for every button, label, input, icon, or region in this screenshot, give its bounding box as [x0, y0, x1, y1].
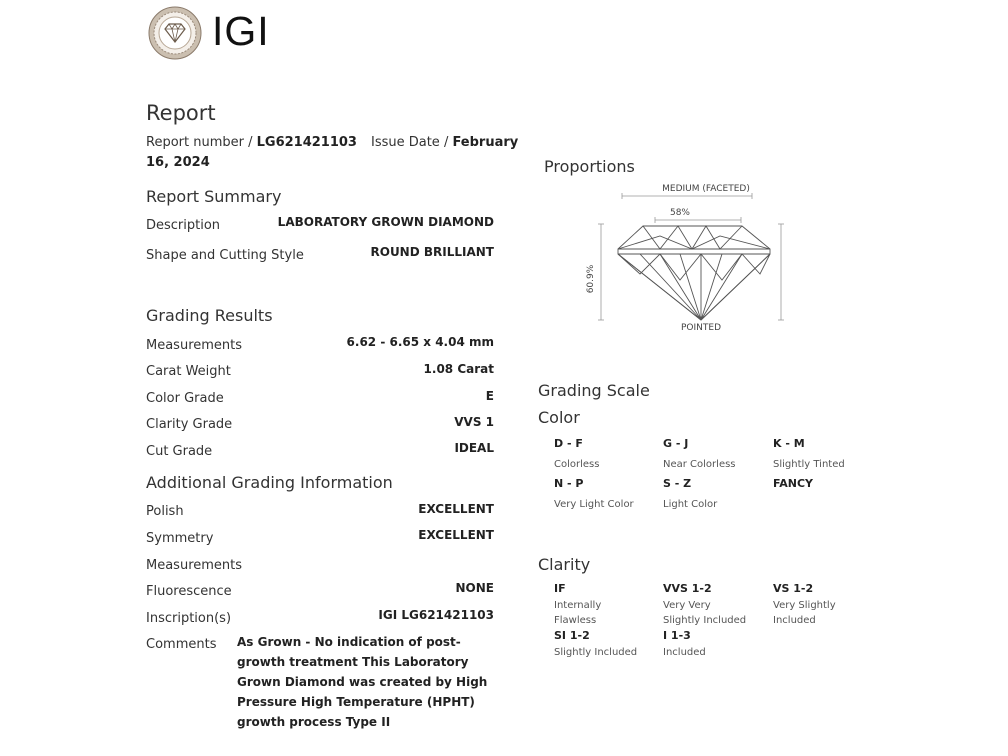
summary-row-value: LABORATORY GROWN DIAMOND — [277, 215, 494, 229]
color-scale-code: G - J — [663, 437, 689, 450]
clarity-scale-desc: Included — [773, 615, 816, 626]
color-scale-desc: Very Light Color — [554, 499, 634, 510]
clarity-scale-code: VVS 1-2 — [663, 582, 712, 595]
culet-label: POINTED — [680, 323, 722, 333]
issue-date-label: Issue Date / — [370, 135, 453, 150]
proportions-diagram — [580, 176, 790, 336]
clarity-scale-desc: Internally — [554, 600, 602, 611]
additional-info-title: Additional Grading Information — [146, 473, 393, 492]
report-summary-title: Report Summary — [146, 187, 282, 206]
comments-text: As Grown - No indication of post-growth treatment This Laboratory Grown Diamond was created by High Pressure High Temperature (HPHT) growth process Type II — [237, 635, 488, 729]
issue-date-part2: 16, 2024 — [146, 155, 210, 170]
grading-row-label: Clarity Grade — [146, 417, 233, 432]
color-scale-desc: Colorless — [554, 459, 600, 470]
igi-seal-logo — [148, 6, 202, 60]
report-meta-line1 — [146, 135, 518, 150]
diamond-profile — [618, 226, 770, 320]
additional-row-value: EXCELLENT — [418, 528, 494, 542]
clarity-scale-desc: Flawless — [554, 615, 597, 626]
additional-row-label: Inscription(s) — [146, 611, 232, 626]
clarity-scale-desc: Slightly Included — [554, 647, 638, 658]
color-scale-code: S - Z — [663, 477, 692, 490]
grading-row-label: Carat Weight — [146, 364, 231, 379]
color-scale-title: Color — [538, 408, 580, 427]
additional-row-label: Fluorescence — [146, 584, 232, 599]
color-scale-code: FANCY — [773, 477, 814, 490]
color-scale-desc: Light Color — [663, 499, 718, 510]
color-scale-code: D - F — [554, 437, 583, 450]
grading-row-value: 6.62 - 6.65 x 4.04 mm — [346, 335, 494, 349]
color-scale-code: N - P — [554, 477, 584, 490]
additional-row-label: Symmetry — [146, 531, 214, 546]
clarity-scale-code: IF — [554, 582, 566, 595]
clarity-scale-code: VS 1-2 — [773, 582, 814, 595]
report-number-label: Report number / — [146, 135, 257, 150]
additional-row-value: EXCELLENT — [418, 502, 494, 516]
grading-row-value: E — [485, 389, 494, 403]
grading-row-label: Cut Grade — [146, 444, 213, 459]
summary-row-label: Shape and Cutting Style — [146, 248, 304, 263]
color-scale-code: K - M — [773, 437, 805, 450]
grading-row-value: VVS 1 — [454, 415, 494, 429]
report-title: Report — [146, 101, 216, 125]
additional-row-label: Polish — [146, 504, 184, 519]
girdle-label: MEDIUM (FACETED) — [662, 184, 750, 194]
grading-row-label: Measurements — [146, 338, 243, 353]
color-scale-desc: Near Colorless — [663, 459, 736, 470]
clarity-scale-title: Clarity — [538, 555, 591, 574]
proportions-title: Proportions — [544, 157, 635, 176]
report-meta-line2 — [146, 155, 210, 170]
depth-percent-label: 60.9% — [586, 264, 596, 294]
issue-date-part1: February — [452, 135, 519, 150]
clarity-scale-desc: Slightly Included — [663, 615, 747, 626]
summary-row-value: ROUND BRILLIANT — [370, 245, 494, 259]
additional-row-value: IGI LG621421103 — [378, 608, 494, 622]
report-number: LG621421103 — [256, 135, 357, 150]
grading-scale-title: Grading Scale — [538, 381, 650, 400]
comments-label: Comments — [146, 637, 217, 652]
clarity-scale-desc: Included — [663, 647, 706, 658]
grading-results-title: Grading Results — [146, 306, 273, 325]
clarity-scale-desc: Very Very — [663, 600, 711, 611]
clarity-scale-code: I 1-3 — [663, 629, 691, 642]
grading-row-value: IDEAL — [454, 441, 494, 455]
clarity-scale-code: SI 1-2 — [554, 629, 590, 642]
table-percent-label: 58% — [669, 208, 691, 218]
grading-row-label: Color Grade — [146, 391, 224, 406]
additional-row-value: NONE — [455, 581, 494, 595]
color-scale-desc: Slightly Tinted — [773, 459, 845, 470]
additional-row-label: Measurements — [146, 558, 243, 573]
clarity-scale-desc: Very Slightly — [773, 600, 836, 611]
summary-row-label: Description — [146, 218, 221, 233]
igi-wordmark: IGI — [212, 8, 270, 54]
grading-row-value: 1.08 Carat — [423, 362, 494, 376]
